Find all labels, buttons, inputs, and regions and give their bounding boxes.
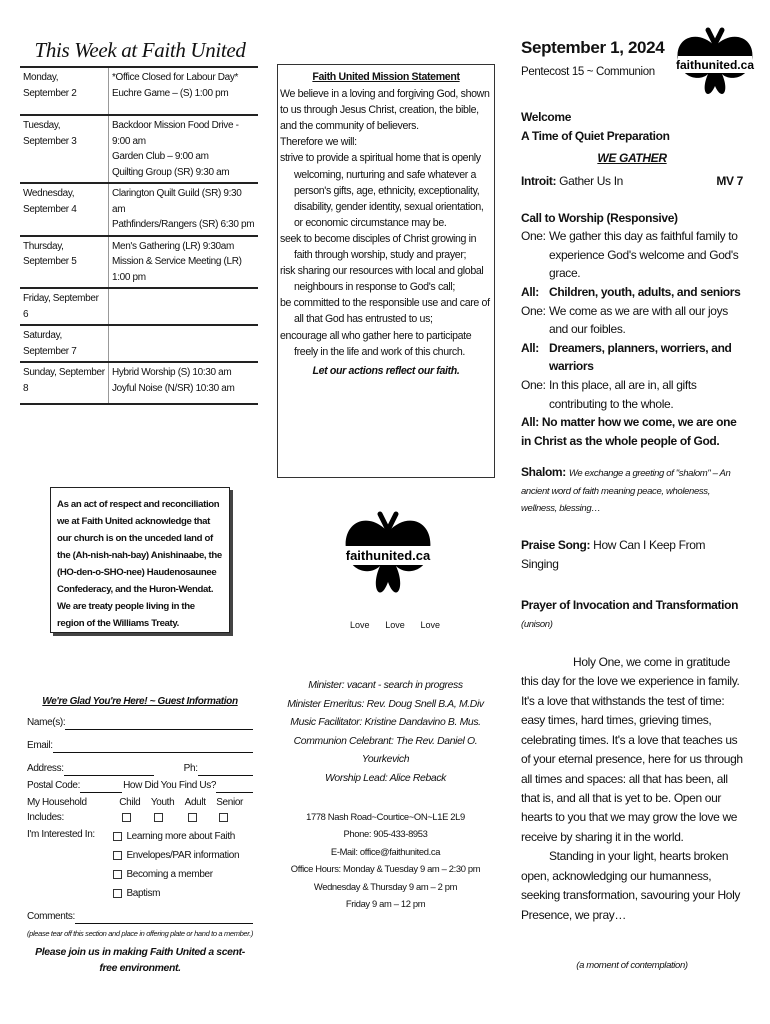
schedule-events <box>109 115 259 183</box>
call-speaker: All: <box>521 340 539 355</box>
introit-reference: MV 7 <box>716 173 743 188</box>
name-field[interactable] <box>65 717 253 730</box>
schedule-events <box>109 362 259 404</box>
guest-form-title: We're Glad You're Here! ~ Guest Information <box>42 696 238 707</box>
contact-line: 1778 Nash Road~Courtice~ON~L1E 2L9 <box>306 811 465 822</box>
household-label: My Household Includes: <box>27 797 87 823</box>
praise-song-label: Praise Song: <box>521 538 591 553</box>
interest-option: Becoming a member <box>110 865 253 884</box>
checkbox[interactable] <box>188 813 197 822</box>
checkbox[interactable] <box>113 851 122 860</box>
contact-line: Office Hours: Monday & Tuesday 9 am – 2:30 pm <box>290 863 481 875</box>
quiet-preparation-heading: A Time of Quiet Preparation <box>521 128 670 143</box>
praise-song-row <box>521 536 743 573</box>
love-word: Love <box>350 620 370 630</box>
staff-line: Worship Lead: Alice Reback <box>324 772 447 784</box>
contact-line: Wednesday & Thursday 9 am – 2 pm <box>313 880 458 892</box>
love-word: Love <box>385 620 405 630</box>
contemplation-note: (a moment of contemplation) <box>576 960 688 972</box>
call-text: In this place, all are in, all gifts contributing to the whole. <box>549 377 697 411</box>
household-child: Child <box>119 795 151 825</box>
find-field[interactable] <box>216 780 253 793</box>
prayer-title: Prayer of Invocation and Transformation <box>521 597 739 612</box>
interest-option: Learning more about Faith <box>110 827 253 846</box>
schedule-row <box>20 236 258 289</box>
contact-info <box>278 808 493 912</box>
mission-title: Faith United Mission Statement <box>312 71 460 83</box>
land-acknowledgement: As an act of respect and reconciliation we at Faith United acknowledge that our church is on the unceded land of the (Ah-nish-nah-bay) Anishinaabe, the (HO-den-o-SHO-nee) Haudenosaunee Confederacy, and the Huron-Wendat. We are treaty people living in the region of the Williams Treaty. <box>50 487 230 633</box>
call-response-line <box>521 283 743 302</box>
mission-item: risk sharing our resources with local and global neighbours in response to God's call; <box>280 265 484 294</box>
prayer-paragraph: Holy One, we come in gratitude this day for the love we experience in family. It's a love that withstands the test of time: easy times, hard times, grieving times, celebrating times. It's a love that teaches us of your eternal presence, here for us through all times and spaces: all that has been, all that is, and all that is yet to be. Open our hearts to you that we may grow the love we receive by sharing it in the world. <box>521 654 743 844</box>
prayer-paragraph: Standing in your light, hearts broken open, acknowledging our humanness, seeking transformation, savouring your Holy Presence, we pray… <box>521 849 741 922</box>
schedule-event: Clarington Quilt Guild (SR) 9:30 am <box>112 188 242 215</box>
call-response-line <box>521 339 743 376</box>
schedule-day: Monday, September 2 <box>20 67 109 115</box>
schedule-events <box>109 325 259 362</box>
household-adult: Adult <box>185 795 217 825</box>
schedule-row <box>20 325 258 362</box>
mission-lead: Therefore we will: <box>280 136 357 149</box>
call-text: Dreamers, planners, worriers, and warriors <box>549 340 732 374</box>
schedule-day: Saturday, September 7 <box>20 325 109 362</box>
schedule-event: Euchre Game – (S) 1:00 pm <box>112 87 229 99</box>
schedule-event: Backdoor Mission Food Drive - 9:00 am <box>112 120 239 147</box>
schedule-events <box>109 183 259 236</box>
service-date: September 1, 2024 <box>521 38 665 57</box>
logo-text: faithunited.ca <box>345 548 431 563</box>
call-speaker: One: <box>521 377 546 392</box>
schedule-day: Thursday, September 5 <box>20 236 109 289</box>
checkbox[interactable] <box>219 813 228 822</box>
call-response-line <box>521 302 743 339</box>
interest-option: Envelopes/PAR information <box>110 846 253 865</box>
call-response-line <box>521 227 743 283</box>
phone-field[interactable] <box>198 763 253 776</box>
household-senior: Senior <box>216 795 253 825</box>
schedule-events <box>109 288 259 325</box>
schedule-event: Garden Club – 9:00 am <box>112 151 209 162</box>
tear-off-note: (please tear off this section and place in offering plate or hand to a member.) <box>27 929 253 938</box>
mission-item: be committed to the responsible use and care of all that God has entrusted to us; <box>280 297 490 326</box>
staff-line: Minister: vacant - search in progress <box>308 680 463 691</box>
mission-item: seek to become disciples of Christ growing in faith through worship, study and prayer; <box>280 232 477 262</box>
schedule-event: Men's Gathering (LR) 9:30am <box>112 240 234 252</box>
staff-line: Communion Celebrant: The Rev. Daniel O. Yourkevich <box>293 735 478 766</box>
order-of-worship <box>521 38 743 974</box>
guest-information-form <box>27 694 253 976</box>
schedule-event: Joyful Noise (N/SR) 10:30 am <box>112 382 235 394</box>
call-speaker: One: <box>521 303 546 318</box>
email-label: Email: <box>27 740 53 751</box>
shalom-row <box>521 464 743 516</box>
week-schedule-table <box>20 66 258 405</box>
schedule-row <box>20 288 258 325</box>
call-to-worship-list <box>521 227 743 413</box>
phone-label: Ph: <box>183 763 198 774</box>
schedule-row <box>20 67 258 115</box>
we-gather-heading: WE GATHER <box>597 151 667 166</box>
address-field[interactable] <box>64 763 154 776</box>
schedule-day: Tuesday, September 3 <box>20 115 109 183</box>
mission-tagline: Let our actions reflect our faith. <box>312 364 460 377</box>
mission-item: strive to provide a spiritual home that is openly welcoming, nurturing and safe whatever a person's gifts, age, ethnicity, exceptionality, disability, gender identity, sexual orientation, or economic circumstance may be. <box>280 152 484 229</box>
love-tagline <box>350 620 440 630</box>
schedule-event: Hybrid Worship (S) 10:30 am <box>112 367 232 378</box>
schedule-event: Mission & Service Meeting (LR) 1:00 pm <box>112 256 242 283</box>
schedule-row <box>20 115 258 183</box>
interest-option: Baptism <box>110 884 253 903</box>
email-field[interactable] <box>53 740 253 753</box>
contact-line: E-Mail: office@faithunited.ca <box>330 845 441 857</box>
mission-item: encourage all who gather here to participate freely in the life and work of this church. <box>280 329 472 358</box>
call-speaker: All: <box>521 284 539 299</box>
checkbox[interactable] <box>113 889 122 898</box>
introit-label: Introit: <box>521 173 557 188</box>
prayer-heading-row <box>521 596 743 633</box>
interest-options <box>110 827 253 903</box>
introit-title: Gather Us In <box>559 173 623 188</box>
comments-field[interactable] <box>75 911 253 924</box>
shalom-label: Shalom: <box>521 465 566 480</box>
week-title: This Week at Faith United <box>34 38 246 62</box>
mission-statement-box <box>277 64 495 478</box>
name-label: Name(s): <box>27 717 66 728</box>
call-to-worship-heading: Call to Worship (Responsive) <box>521 210 678 225</box>
schedule-event: Pathfinders/Rangers (SR) 6:30 pm <box>112 219 255 230</box>
introit-row <box>521 172 743 191</box>
schedule-event: *Office Closed for Labour Day* <box>112 72 239 83</box>
call-speaker: One: <box>521 229 546 244</box>
shalom-text: We exchange a greeting of "shalom" – An ancient word of faith meaning peace, wholeness, wellness, blessing… <box>521 468 731 515</box>
address-label: Address: <box>27 763 64 774</box>
love-word: Love <box>420 620 440 630</box>
checkbox[interactable] <box>154 813 163 822</box>
prayer-unison: (unison) <box>521 619 553 631</box>
call-to-worship-closing: All: No matter how we come, we are one in Christ as the whole people of God. <box>521 415 737 448</box>
checkbox[interactable] <box>113 832 122 841</box>
postal-field[interactable] <box>80 780 122 793</box>
staff-list <box>278 677 493 788</box>
schedule-day: Sunday, September 8 <box>20 362 109 404</box>
welcome-heading: Welcome <box>521 110 572 125</box>
find-label: How Did You Find Us? <box>123 780 217 791</box>
call-response-line <box>521 376 743 413</box>
mission-intro: We believe in a loving and forgiving God, shown to us through Jesus Christ, creation, the bible, and the community of believers. <box>280 88 490 133</box>
scent-free-notice: Please join us in making Faith United a scent-free environment. <box>35 947 245 974</box>
contact-line: Phone: 905-433-8953 <box>343 828 428 840</box>
interest-label: I'm Interested In: <box>27 829 95 840</box>
service-subtitle: Pentecost 15 ~ Communion <box>521 66 655 79</box>
comments-label: Comments: <box>27 911 75 922</box>
checkbox[interactable] <box>122 813 131 822</box>
staff-line: Music Facilitator: Kristine Dandavino B. Mus. <box>290 717 481 729</box>
schedule-events <box>109 67 259 115</box>
schedule-day: Friday, September 6 <box>20 288 109 325</box>
logo-text: faithunited.ca <box>675 58 755 72</box>
call-text: We come as we are with all our joys and our foibles. <box>549 303 728 337</box>
call-text: Children, youth, adults, and seniors <box>549 284 741 299</box>
household-youth: Youth <box>151 795 185 825</box>
schedule-row <box>20 362 258 404</box>
praise-song-title: How Can I Keep From Singing <box>521 538 706 572</box>
schedule-events <box>109 236 259 289</box>
call-text: We gather this day as faithful family to experience God's welcome and God's grace. <box>549 229 739 281</box>
contact-line: Friday 9 am – 12 pm <box>345 897 426 909</box>
schedule-row <box>20 183 258 236</box>
schedule-event: Quilting Group (SR) 9:30 am <box>112 166 230 178</box>
schedule-day: Wednesday, September 4 <box>20 183 109 236</box>
staff-line: Minister Emeritus: Rev. Doug Snell B.A, M.Div <box>287 698 484 710</box>
faithunited-logo-center <box>340 508 436 618</box>
postal-label: Postal Code: <box>27 780 81 791</box>
checkbox[interactable] <box>113 870 122 879</box>
